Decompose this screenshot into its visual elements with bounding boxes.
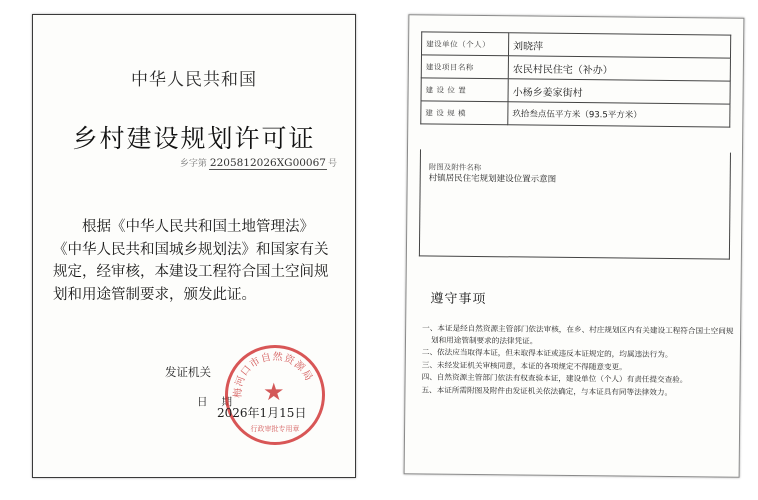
certificate-title: 乡村建设规划许可证 bbox=[72, 124, 316, 153]
table-row bbox=[421, 78, 730, 104]
row-label: 建 设 规 模 bbox=[421, 101, 508, 125]
date-label: 日期 bbox=[197, 396, 246, 408]
notice-item: 四、自然资源主管部门依法有权查验本证，建设单位（个人）有责任提交查验。 bbox=[421, 372, 688, 385]
serial-suffix: 号 bbox=[327, 159, 337, 169]
notice-item: 三、未经发证机关审核同意，本证的各项规定不得随意变更。 bbox=[421, 359, 627, 372]
notice-item: 二、依法应当取得本证，但未取得本证或违反本证规定的，均属违法行为。 bbox=[421, 347, 673, 360]
seal-bottom-text: 行政审批专用章 bbox=[250, 425, 300, 433]
table-row bbox=[421, 32, 730, 58]
serial-number-line bbox=[180, 156, 337, 169]
certificate-body-text: 根据《中华人民共和国土地管理法》《中华人民共和国城乡规划法》和国家有关规定，经审核，本建设工程符合国土空间规划和用途管制要求，颁发此证。 bbox=[53, 219, 329, 303]
row-label: 建设单位（个人） bbox=[421, 32, 508, 56]
project-location: 小杨乡姜家街村 bbox=[508, 79, 730, 104]
serial-number: 2205812026XG00067 bbox=[209, 157, 326, 169]
seal-star-icon: ★ bbox=[263, 378, 285, 406]
project-name: 农民村民住宅（补办） bbox=[508, 56, 730, 81]
issuer-label: 发证机关 bbox=[165, 365, 211, 379]
serial-prefix: 乡字第 bbox=[179, 159, 207, 169]
attachments-value: 村镇居民住宅规划建设位置示意图 bbox=[428, 173, 557, 185]
project-scale: 玖拾叁点伍平方米（93.5平方米） bbox=[508, 102, 730, 127]
license-cover-page bbox=[32, 14, 356, 478]
attachments-box bbox=[419, 149, 731, 259]
seal-ring-text: 梅河口市自然资源局 bbox=[232, 351, 315, 399]
project-details-table bbox=[420, 31, 731, 127]
issue-date: 2026年1月15日 bbox=[217, 406, 307, 420]
notice-item: 五、本证所需附图及附件由发证机关依法确定，与本证具有同等法律效力。 bbox=[421, 384, 673, 397]
table-row bbox=[421, 101, 730, 127]
notice-item: 一、本证是经自然资源主管部门依法审核，在乡、村庄规划区内有关建设工程符合国土空间规划和用途管制要求的法律凭证。 bbox=[422, 323, 734, 346]
notice-title: 遵守事项 bbox=[430, 291, 487, 308]
table-row bbox=[421, 55, 730, 81]
attachments-label: 附图及附件名称 bbox=[428, 162, 482, 173]
license-details-page bbox=[404, 14, 745, 477]
applicant-name: 刘晓萍 bbox=[508, 33, 730, 58]
row-label: 建 设 位 置 bbox=[421, 78, 508, 102]
official-seal bbox=[225, 345, 325, 445]
notice-list bbox=[421, 322, 734, 399]
country-name: 中华人民共和国 bbox=[131, 70, 257, 90]
row-label: 建设项目名称 bbox=[421, 55, 508, 79]
